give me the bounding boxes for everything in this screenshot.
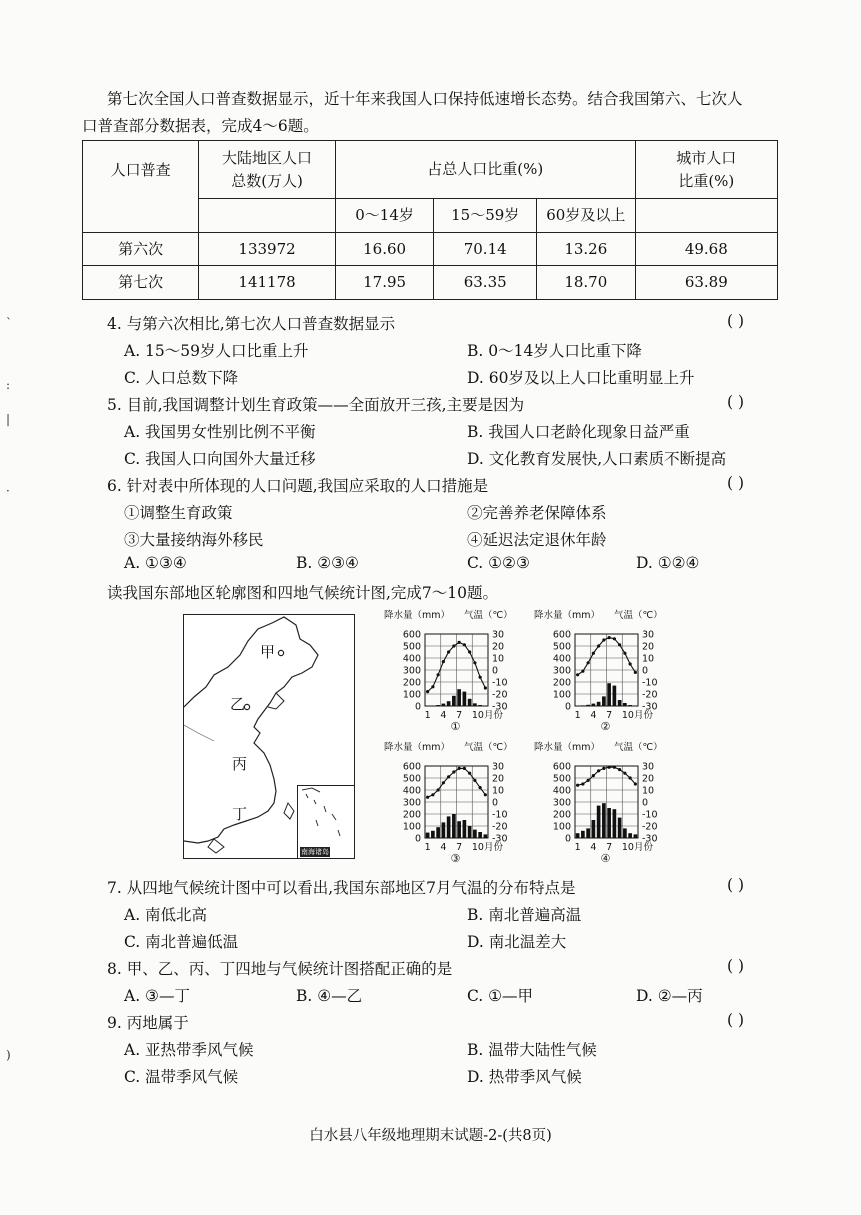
- temp-tick: -20: [642, 689, 658, 701]
- q7-option-a[interactable]: A. 南低北高: [124, 906, 208, 924]
- header-urban-blank: [635, 199, 777, 233]
- precip-bar: [463, 692, 467, 706]
- sub-0-14: 0～14岁: [335, 199, 434, 233]
- temp-point: [463, 767, 466, 770]
- q6-answer-blank[interactable]: ( ): [727, 474, 745, 492]
- temp-axis-title: 气温（℃）: [614, 742, 663, 753]
- cell: 63.35: [434, 266, 537, 300]
- precip-tick: 400: [552, 785, 571, 797]
- precip-bar: [581, 831, 585, 838]
- precip-bar: [613, 686, 617, 706]
- temp-tick: -30: [492, 701, 508, 713]
- q6-measure-3: ③大量接纳海外移民: [124, 531, 264, 549]
- precip-bar: [618, 818, 622, 838]
- temp-tick: -30: [642, 701, 658, 713]
- temp-point: [473, 779, 476, 782]
- temp-point: [587, 779, 590, 782]
- temp-point: [437, 673, 440, 676]
- temp-point: [447, 650, 450, 653]
- census-table: [82, 140, 778, 300]
- sub-60: 60岁及以上: [537, 199, 636, 233]
- intro-line-2: 口普查部分数据表，完成4～6题。: [82, 117, 319, 135]
- margin-mark: ): [6, 1048, 11, 1062]
- precip-tick: 500: [402, 641, 421, 653]
- precip-bar: [628, 705, 632, 706]
- q5-option-c[interactable]: C. 我国人口向国外大量迁移: [124, 450, 316, 468]
- temp-point: [452, 644, 455, 647]
- q6-measure-4: ④延迟法定退休年龄: [467, 531, 607, 549]
- temp-point: [602, 638, 605, 641]
- temp-tick: 20: [642, 641, 655, 653]
- q9-option-c[interactable]: C. 温带季风气候: [124, 1068, 239, 1086]
- precip-bar: [597, 702, 601, 706]
- header-census: 人口普查: [83, 141, 199, 233]
- precip-tick: 100: [402, 821, 421, 833]
- temp-tick: 30: [492, 629, 505, 641]
- temp-point: [608, 766, 611, 769]
- temp-point: [431, 685, 434, 688]
- page-footer: 白水县八年级地理期末试题-2-(共8页): [309, 1128, 552, 1144]
- temp-tick: 10: [492, 653, 505, 665]
- precip-tick: 200: [552, 677, 571, 689]
- q6-option-c[interactable]: C. ①②③: [467, 554, 530, 572]
- temp-tick: -20: [642, 821, 658, 833]
- precip-tick: 300: [552, 797, 571, 809]
- precip-tick: 300: [552, 665, 571, 677]
- intro-line-1: 第七次全国人口普查数据显示，近十年来我国人口保持低速增长态势。结合我国第六、七次人: [107, 90, 743, 108]
- precip-tick: 200: [552, 809, 571, 821]
- temp-tick: -30: [642, 833, 658, 845]
- temp-point: [618, 643, 621, 646]
- cell: 49.68: [635, 233, 777, 266]
- precip-bar: [623, 828, 627, 838]
- precip-bar: [602, 803, 606, 838]
- temp-tick: 30: [642, 629, 655, 641]
- map-label-yi: 乙: [230, 695, 246, 713]
- cell: 16.60: [335, 233, 434, 266]
- temp-point: [431, 793, 434, 796]
- q4-option-b[interactable]: B. 0～14岁人口比重下降: [467, 342, 642, 360]
- temp-point: [597, 769, 600, 772]
- q4-option-c[interactable]: C. 人口总数下降: [124, 369, 239, 387]
- margin-mark: :: [6, 378, 11, 392]
- q7-option-d[interactable]: D. 南北温差大: [467, 933, 567, 951]
- temp-tick: -10: [642, 677, 658, 689]
- precip-bar: [436, 705, 440, 706]
- precip-axis-title: 降水量（mm）: [384, 742, 451, 753]
- month-tick: 1: [424, 842, 431, 853]
- precip-bar: [607, 808, 611, 838]
- q6-option-d[interactable]: D. ①②④: [636, 554, 700, 572]
- temp-point: [576, 673, 579, 676]
- temp-tick: 10: [642, 785, 655, 797]
- temp-tick: 10: [492, 785, 505, 797]
- precip-bar: [634, 834, 638, 838]
- cell: 17.95: [335, 266, 434, 300]
- temp-point: [463, 643, 466, 646]
- precip-bar: [473, 830, 477, 838]
- temp-point: [468, 772, 471, 775]
- precip-bar: [597, 806, 601, 838]
- q6-measure-2: ②完善养老保障体系: [467, 504, 607, 522]
- q8-answer-blank[interactable]: ( ): [727, 957, 745, 975]
- cell: 133972: [199, 233, 335, 266]
- temp-axis-title: 气温（℃）: [614, 610, 663, 621]
- temp-tick: 0: [642, 797, 649, 809]
- temp-point: [479, 786, 482, 789]
- jia-point: [278, 650, 283, 655]
- precip-tick: 500: [552, 641, 571, 653]
- q8-option-c[interactable]: C. ①—甲: [467, 987, 534, 1005]
- precip-tick: 500: [552, 773, 571, 785]
- precip-axis-title: 降水量（mm）: [534, 610, 601, 621]
- precip-tick: 600: [552, 629, 571, 641]
- cell: 70.14: [434, 233, 537, 266]
- q9-option-a[interactable]: A. 亚热带季风气候: [124, 1041, 254, 1059]
- precip-axis-title: 降水量（mm）: [384, 610, 451, 621]
- temp-point: [437, 788, 440, 791]
- temp-point: [458, 767, 461, 770]
- precip-bar: [426, 833, 430, 838]
- month-tick: 10月份: [621, 842, 653, 853]
- cell: 第七次: [83, 266, 199, 300]
- temp-point: [634, 671, 637, 674]
- temp-point: [623, 652, 626, 655]
- temp-point: [587, 661, 590, 664]
- temp-point: [629, 776, 632, 779]
- temp-tick: -20: [492, 689, 508, 701]
- precip-bar: [447, 816, 451, 838]
- precip-bar: [447, 701, 451, 706]
- q6-stem: 6. 针对表中所体现的人口问题,我国应采取的人口措施是: [107, 477, 489, 495]
- month-tick: 10月份: [471, 710, 503, 721]
- precip-axis-title: 降水量（mm）: [534, 742, 601, 753]
- temp-tick: -10: [642, 809, 658, 821]
- precip-bar: [607, 683, 611, 706]
- month-tick: 1: [574, 842, 581, 853]
- temp-tick: 0: [492, 665, 499, 677]
- intro-7-10: 读我国东部地区轮廓图和四地气候统计图,完成7～10题。: [107, 584, 499, 602]
- temp-point: [623, 772, 626, 775]
- precip-tick: 400: [552, 653, 571, 665]
- temp-tick: -10: [492, 677, 508, 689]
- precip-tick: 600: [402, 761, 421, 773]
- south-china-sea-inset: [297, 785, 354, 858]
- q9-answer-blank[interactable]: ( ): [727, 1011, 745, 1029]
- q8-stem: 8. 甲、乙、丙、丁四地与气候统计图搭配正确的是: [107, 960, 453, 978]
- temp-point: [608, 636, 611, 639]
- q9-stem: 9. 丙地属于: [107, 1014, 189, 1032]
- q6-option-b[interactable]: B. ②③④: [296, 554, 359, 572]
- margin-mark: |: [6, 412, 11, 426]
- temp-point: [634, 782, 637, 785]
- month-tick: 7: [456, 842, 463, 853]
- precip-tick: 0: [564, 701, 571, 713]
- q5-stem: 5. 目前,我国调整计划生育政策——全面放开三孩,主要是因为: [107, 396, 525, 414]
- precip-bar: [457, 821, 461, 838]
- precip-tick: 300: [402, 797, 421, 809]
- month-tick: 10月份: [621, 710, 653, 721]
- temp-axis-title: 气温（℃）: [464, 742, 513, 753]
- precip-bar: [586, 828, 590, 838]
- map-label-bing: 丙: [232, 755, 248, 773]
- temp-point: [618, 768, 621, 771]
- cell: 63.89: [635, 266, 777, 300]
- climate-chart-2: [518, 604, 788, 734]
- temp-tick: 20: [492, 773, 505, 785]
- temp-point: [484, 686, 487, 689]
- sub-15-59: 15～59岁: [434, 199, 537, 233]
- precip-bar: [452, 814, 456, 838]
- precip-tick: 300: [402, 665, 421, 677]
- temp-point: [629, 662, 632, 665]
- chart-id-label: ③: [450, 852, 461, 865]
- month-tick: 4: [440, 710, 447, 721]
- temp-point: [613, 766, 616, 769]
- precip-bar: [484, 834, 488, 838]
- q4-option-a[interactable]: A. 15～59岁人口比重上升: [124, 342, 309, 360]
- climate-chart-4: [518, 736, 788, 866]
- q5-option-b[interactable]: B. 我国人口老龄化现象日益严重: [467, 423, 690, 441]
- climate-chart-svg: [368, 604, 518, 734]
- inset-label: 南海诸岛: [301, 848, 329, 856]
- q5-answer-blank[interactable]: ( ): [727, 393, 745, 411]
- precip-bar: [468, 826, 472, 838]
- precip-bar: [463, 820, 467, 838]
- precip-bar: [592, 704, 596, 706]
- precip-tick: 0: [564, 833, 571, 845]
- precip-tick: 100: [402, 689, 421, 701]
- month-tick: 4: [590, 710, 597, 721]
- precip-bar: [431, 831, 435, 838]
- month-tick: 4: [440, 842, 447, 853]
- temp-tick: 30: [642, 761, 655, 773]
- cell: 13.26: [537, 233, 636, 266]
- q8-option-a[interactable]: A. ③—丁: [124, 987, 190, 1005]
- q9-option-b[interactable]: B. 温带大陆性气候: [467, 1041, 597, 1059]
- precip-bar: [613, 809, 617, 838]
- precip-bar: [452, 696, 456, 706]
- temp-point: [592, 774, 595, 777]
- temp-point: [484, 793, 487, 796]
- temp-tick: 10: [642, 653, 655, 665]
- q7-answer-blank[interactable]: ( ): [727, 876, 745, 894]
- yi-point: [244, 704, 249, 709]
- q7-stem: 7. 从四地气候统计图中可以看出,我国东部地区7月气温的分布特点是: [107, 879, 576, 897]
- header-share: 占总人口比重(%): [335, 141, 635, 199]
- chart-id-label: ④: [600, 852, 611, 865]
- precip-bar: [478, 832, 482, 838]
- temp-tick: -20: [492, 821, 508, 833]
- temp-axis-title: 气温（℃）: [464, 610, 513, 621]
- precip-bar: [592, 820, 596, 838]
- month-tick: 1: [424, 710, 431, 721]
- precip-bar: [478, 705, 482, 706]
- temp-point: [468, 650, 471, 653]
- precip-tick: 200: [402, 809, 421, 821]
- month-tick: 7: [456, 710, 463, 721]
- q5-option-d[interactable]: D. 文化教育发展快,人口素质不断提高: [467, 450, 727, 468]
- precip-bar: [436, 827, 440, 838]
- q7-option-c[interactable]: C. 南北普遍低温: [124, 933, 239, 951]
- precip-bar: [623, 703, 627, 706]
- temp-point: [592, 652, 595, 655]
- precip-bar: [602, 696, 606, 706]
- header-total-blank: [199, 199, 335, 233]
- temp-tick: 20: [492, 641, 505, 653]
- q4-answer-blank[interactable]: ( ): [727, 312, 745, 330]
- temp-point: [597, 644, 600, 647]
- map-label-jia: 甲: [260, 643, 276, 661]
- precip-bar: [628, 833, 632, 838]
- precip-tick: 0: [414, 701, 421, 713]
- precip-bar: [618, 700, 622, 706]
- precip-tick: 400: [402, 653, 421, 665]
- temp-point: [581, 670, 584, 673]
- chart-id-label: ①: [450, 720, 461, 733]
- precip-bar: [586, 705, 590, 706]
- temp-point: [442, 781, 445, 784]
- month-tick: 7: [606, 710, 613, 721]
- climate-chart-svg: [518, 604, 668, 734]
- precip-bar: [576, 833, 580, 838]
- temp-point: [581, 782, 584, 785]
- precip-tick: 100: [552, 689, 571, 701]
- table-row: [83, 266, 778, 300]
- temp-tick: 30: [492, 761, 505, 773]
- temp-point: [479, 676, 482, 679]
- precip-bar: [473, 703, 477, 706]
- temp-tick: 0: [492, 797, 499, 809]
- q6-measure-1: ①调整生育政策: [124, 504, 233, 522]
- precip-bar: [581, 705, 585, 706]
- table-row: [83, 233, 778, 266]
- margin-mark: ·: [6, 484, 10, 498]
- q4-option-d[interactable]: D. 60岁及以上人口比重明显上升: [467, 369, 695, 387]
- east-china-map: [183, 614, 355, 859]
- precip-tick: 600: [402, 629, 421, 641]
- q9-option-d[interactable]: D. 热带季风气候: [467, 1068, 582, 1086]
- header-urban: 城市人口 比重(%): [635, 141, 777, 199]
- precip-tick: 500: [402, 773, 421, 785]
- month-tick: 1: [574, 710, 581, 721]
- precip-bar: [457, 689, 461, 706]
- temp-point: [447, 775, 450, 778]
- temp-point: [602, 767, 605, 770]
- precip-bar: [442, 704, 446, 706]
- precip-tick: 100: [552, 821, 571, 833]
- q8-option-b[interactable]: B. ④—乙: [296, 987, 363, 1005]
- q4-stem: 4. 与第六次相比,第七次人口普查数据显示: [107, 315, 396, 333]
- temp-tick: -10: [492, 809, 508, 821]
- cell: 18.70: [537, 266, 636, 300]
- temp-point: [576, 784, 579, 787]
- temp-point: [442, 660, 445, 663]
- precip-bar: [468, 699, 472, 706]
- cell: 141178: [199, 266, 335, 300]
- climate-chart-svg: [518, 736, 668, 866]
- margin-mark: ˋ: [6, 316, 12, 330]
- header-total: 大陆地区人口 总数(万人): [199, 141, 335, 199]
- month-tick: 10月份: [471, 842, 503, 853]
- temp-tick: 20: [642, 773, 655, 785]
- precip-tick: 200: [402, 677, 421, 689]
- precip-bar: [442, 822, 446, 838]
- temp-point: [426, 690, 429, 693]
- month-tick: 4: [590, 842, 597, 853]
- chart-id-label: ②: [600, 720, 611, 733]
- temp-point: [473, 661, 476, 664]
- temp-point: [426, 796, 429, 799]
- month-tick: 7: [606, 842, 613, 853]
- climate-chart-svg: [368, 736, 518, 866]
- q8-option-d[interactable]: D. ②—丙: [636, 987, 703, 1005]
- q7-option-b[interactable]: B. 南北普遍高温: [467, 906, 582, 924]
- temp-point: [452, 770, 455, 773]
- cell: 第六次: [83, 233, 199, 266]
- precip-tick: 400: [402, 785, 421, 797]
- q6-option-a[interactable]: A. ①③④: [124, 554, 187, 572]
- q5-option-a[interactable]: A. 我国男女性别比例不平衡: [124, 423, 316, 441]
- temp-point: [458, 641, 461, 644]
- precip-tick: 0: [414, 833, 421, 845]
- map-label-ding: 丁: [232, 805, 248, 823]
- temp-point: [613, 637, 616, 640]
- temp-tick: 0: [642, 665, 649, 677]
- temp-tick: -30: [492, 833, 508, 845]
- precip-tick: 600: [552, 761, 571, 773]
